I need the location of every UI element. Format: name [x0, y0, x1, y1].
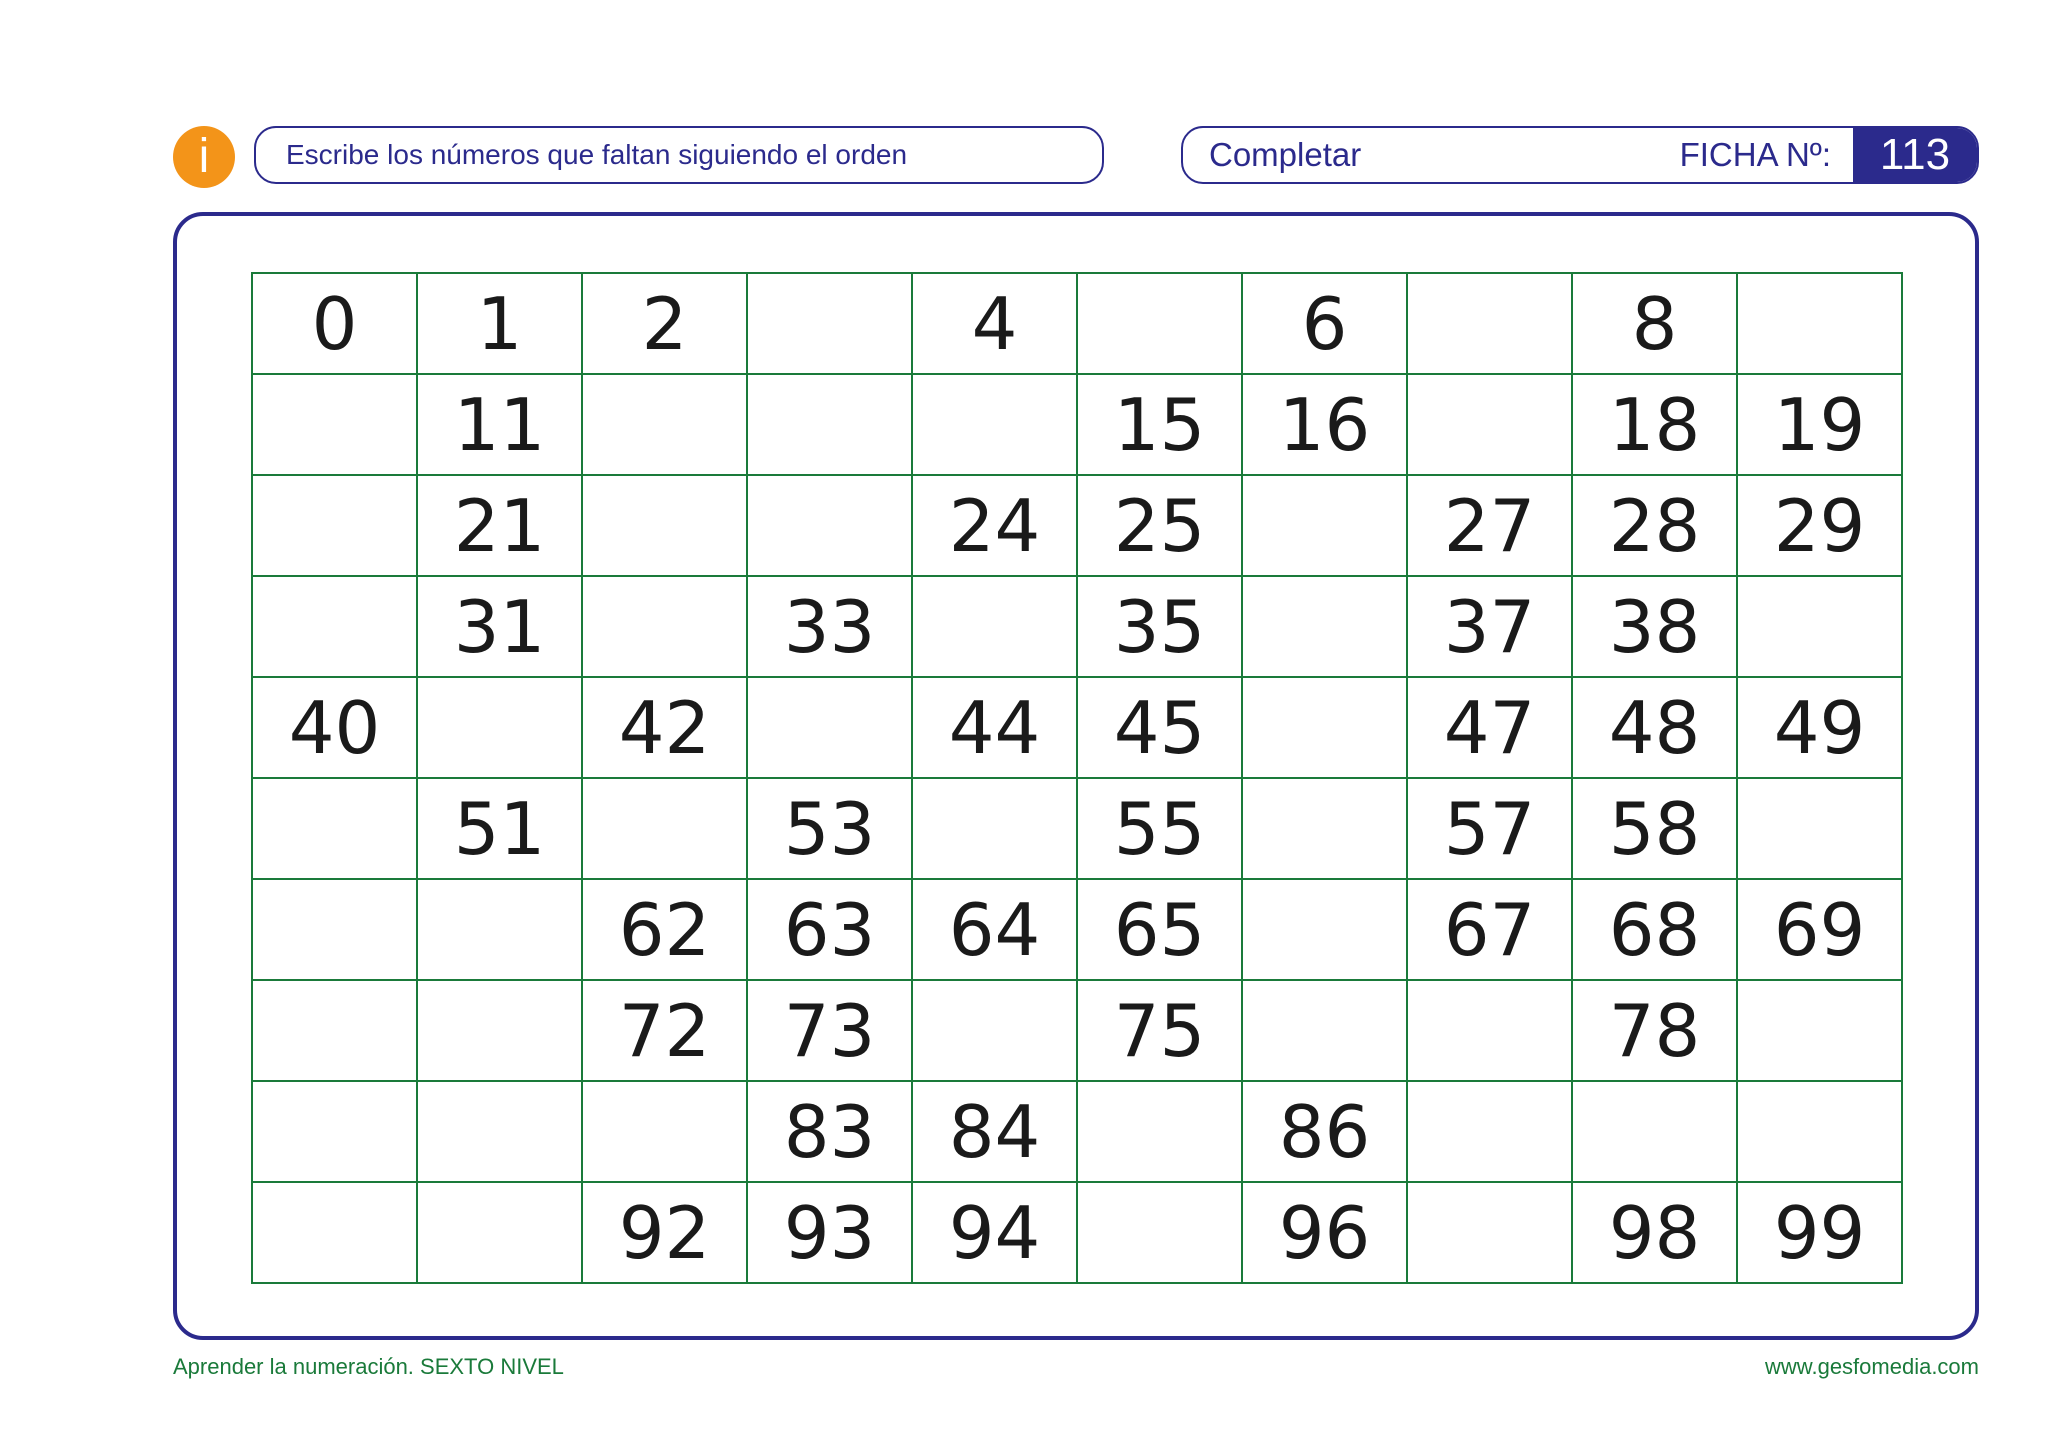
grid-cell-number: 2: [582, 273, 747, 374]
info-icon-glyph: i: [198, 130, 210, 183]
grid-row: [252, 1182, 1902, 1283]
grid-cell-blank[interactable]: [252, 1081, 417, 1182]
grid-cell-blank[interactable]: [252, 1182, 417, 1283]
grid-cell-number: 49: [1737, 677, 1902, 778]
grid-cell-number: 64: [912, 879, 1077, 980]
grid-cell-number: 16: [1242, 374, 1407, 475]
grid-cell-blank[interactable]: [582, 576, 747, 677]
grid-cell-blank[interactable]: [1407, 1182, 1572, 1283]
grid-cell-number: 73: [747, 980, 912, 1081]
grid-cell-number: 4: [912, 273, 1077, 374]
grid-cell-blank[interactable]: [1407, 980, 1572, 1081]
grid-cell-blank[interactable]: [1737, 980, 1902, 1081]
grid-cell-blank[interactable]: [747, 374, 912, 475]
grid-cell-blank[interactable]: [912, 778, 1077, 879]
grid-cell-blank[interactable]: [417, 1182, 582, 1283]
grid-cell-blank[interactable]: [1407, 1081, 1572, 1182]
grid-cell-blank[interactable]: [912, 980, 1077, 1081]
grid-row: [252, 273, 1902, 374]
grid-cell-number: 18: [1572, 374, 1737, 475]
grid-cell-blank[interactable]: [912, 374, 1077, 475]
grid-cell-blank[interactable]: [252, 374, 417, 475]
grid-cell-number: 19: [1737, 374, 1902, 475]
grid-cell-number: 51: [417, 778, 582, 879]
grid-cell-number: 33: [747, 576, 912, 677]
instruction-text: Escribe los números que faltan siguiendo el orden: [286, 139, 908, 170]
grid-cell-blank[interactable]: [747, 273, 912, 374]
grid-cell-number: 67: [1407, 879, 1572, 980]
grid-cell-number: 27: [1407, 475, 1572, 576]
grid-row: [252, 1081, 1902, 1182]
grid-cell-number: 24: [912, 475, 1077, 576]
grid-cell-blank[interactable]: [1242, 475, 1407, 576]
footer-website: www.gesfomedia.com: [1765, 1354, 1979, 1379]
grid-cell-blank[interactable]: [582, 475, 747, 576]
grid-cell-number: 11: [417, 374, 582, 475]
number-grid-body: [252, 273, 1902, 1283]
grid-cell-blank[interactable]: [417, 879, 582, 980]
grid-cell-number: 37: [1407, 576, 1572, 677]
grid-cell-blank[interactable]: [1737, 576, 1902, 677]
grid-cell-number: 28: [1572, 475, 1737, 576]
grid-cell-blank[interactable]: [912, 576, 1077, 677]
grid-cell-number: 98: [1572, 1182, 1737, 1283]
grid-cell-number: 1: [417, 273, 582, 374]
grid-cell-number: 72: [582, 980, 747, 1081]
grid-cell-number: 15: [1077, 374, 1242, 475]
grid-row: [252, 677, 1902, 778]
grid-row: [252, 576, 1902, 677]
grid-cell-number: 84: [912, 1081, 1077, 1182]
grid-cell-blank[interactable]: [417, 1081, 582, 1182]
grid-cell-number: 47: [1407, 677, 1572, 778]
grid-cell-blank[interactable]: [1242, 576, 1407, 677]
grid-cell-blank[interactable]: [252, 475, 417, 576]
grid-cell-blank[interactable]: [1077, 1182, 1242, 1283]
grid-cell-number: 93: [747, 1182, 912, 1283]
grid-cell-blank[interactable]: [747, 475, 912, 576]
grid-cell-blank[interactable]: [1407, 374, 1572, 475]
grid-cell-number: 42: [582, 677, 747, 778]
grid-cell-number: 35: [1077, 576, 1242, 677]
info-icon: [173, 126, 235, 188]
activity-label: Completar: [1209, 136, 1362, 173]
grid-row: [252, 980, 1902, 1081]
grid-cell-number: 44: [912, 677, 1077, 778]
grid-cell-number: 83: [747, 1081, 912, 1182]
grid-cell-number: 92: [582, 1182, 747, 1283]
grid-cell-blank[interactable]: [1572, 1081, 1737, 1182]
grid-cell-number: 63: [747, 879, 912, 980]
activity-header: [1181, 126, 1979, 184]
grid-cell-number: 53: [747, 778, 912, 879]
footer-course-label: Aprender la numeración. SEXTO NIVEL: [173, 1354, 564, 1379]
grid-cell-number: 48: [1572, 677, 1737, 778]
grid-row: [252, 778, 1902, 879]
grid-cell-blank[interactable]: [747, 677, 912, 778]
grid-cell-blank[interactable]: [417, 677, 582, 778]
grid-cell-blank[interactable]: [1407, 273, 1572, 374]
grid-row: [252, 475, 1902, 576]
grid-cell-blank[interactable]: [1077, 1081, 1242, 1182]
grid-cell-blank[interactable]: [1737, 1081, 1902, 1182]
grid-cell-blank[interactable]: [417, 980, 582, 1081]
grid-cell-number: 86: [1242, 1081, 1407, 1182]
grid-cell-number: 69: [1737, 879, 1902, 980]
grid-cell-blank[interactable]: [252, 778, 417, 879]
grid-cell-number: 75: [1077, 980, 1242, 1081]
grid-cell-blank[interactable]: [1242, 980, 1407, 1081]
grid-cell-blank[interactable]: [1242, 677, 1407, 778]
instruction-box: [254, 126, 1104, 184]
grid-cell-number: 96: [1242, 1182, 1407, 1283]
grid-cell-blank[interactable]: [1737, 778, 1902, 879]
grid-cell-number: 40: [252, 677, 417, 778]
grid-cell-blank[interactable]: [1737, 273, 1902, 374]
grid-row: [252, 879, 1902, 980]
grid-cell-number: 55: [1077, 778, 1242, 879]
grid-cell-number: 25: [1077, 475, 1242, 576]
grid-cell-blank[interactable]: [252, 879, 417, 980]
grid-cell-number: 99: [1737, 1182, 1902, 1283]
ficha-number: 113: [1853, 128, 1977, 182]
grid-cell-number: 58: [1572, 778, 1737, 879]
grid-cell-blank[interactable]: [582, 374, 747, 475]
grid-cell-number: 57: [1407, 778, 1572, 879]
grid-cell-blank[interactable]: [252, 980, 417, 1081]
grid-cell-number: 6: [1242, 273, 1407, 374]
ficha-label: FICHA Nº:: [1679, 136, 1831, 173]
grid-cell-number: 78: [1572, 980, 1737, 1081]
grid-cell-number: 68: [1572, 879, 1737, 980]
grid-cell-blank[interactable]: [1242, 778, 1407, 879]
grid-cell-blank[interactable]: [582, 1081, 747, 1182]
grid-cell-blank[interactable]: [1242, 879, 1407, 980]
grid-cell-number: 8: [1572, 273, 1737, 374]
grid-cell-number: 21: [417, 475, 582, 576]
grid-cell-number: 0: [252, 273, 417, 374]
grid-cell-number: 38: [1572, 576, 1737, 677]
grid-cell-number: 45: [1077, 677, 1242, 778]
grid-row: [252, 374, 1902, 475]
grid-cell-number: 29: [1737, 475, 1902, 576]
grid-cell-number: 94: [912, 1182, 1077, 1283]
grid-cell-number: 65: [1077, 879, 1242, 980]
grid-cell-blank[interactable]: [1077, 273, 1242, 374]
grid-cell-blank[interactable]: [582, 778, 747, 879]
grid-cell-number: 31: [417, 576, 582, 677]
grid-cell-number: 62: [582, 879, 747, 980]
number-grid: [251, 272, 1903, 1284]
grid-cell-blank[interactable]: [252, 576, 417, 677]
